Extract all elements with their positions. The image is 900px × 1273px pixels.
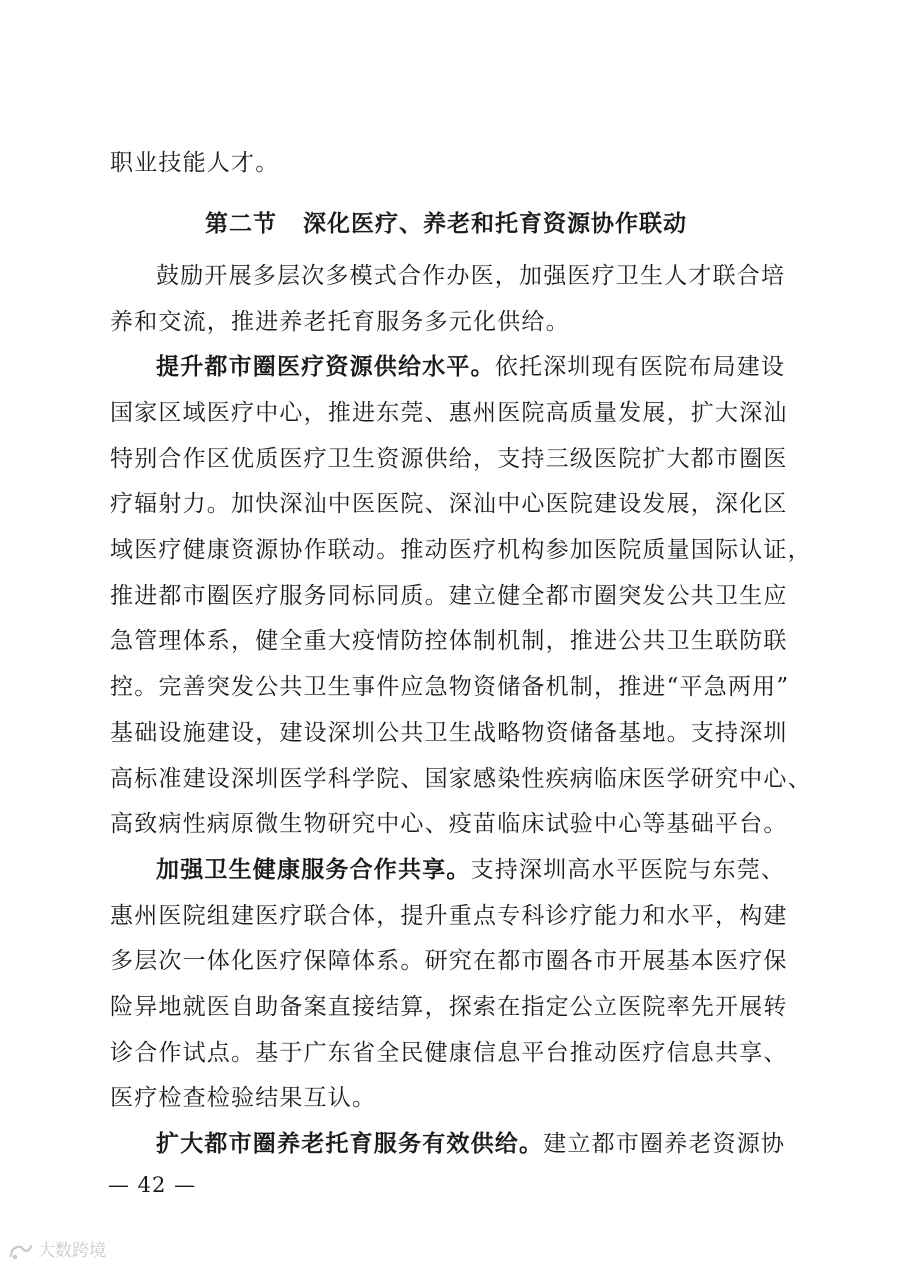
paragraph-first-line [156,856,785,884]
watermark-text: 大数跨境 [38,1241,106,1261]
paragraph-lead-bold: 提升都市圈医疗资源供给水平。 [156,354,495,380]
text-line: 职业技能人才。 [110,150,280,176]
paragraph-text: 依托深圳现有医院布局建设 [494,354,786,380]
page-number: — 42 — [108,1173,197,1197]
paragraph-lead-bold: 扩大都市圈养老托育服务有效供给。 [156,1131,544,1157]
text-line: 鼓励开展多层次多模式合作办医，加强医疗卫生人才联合培 [156,263,786,289]
section-title: 深化医疗、养老和托育资源协作联动 [303,211,687,237]
text-line: 疗辐射力。加快深汕中医医院、深汕中心医院建设发展，深化区 [110,491,788,517]
section-number: 第二节 [205,211,277,237]
text-line: 急管理体系，健全重大疫情防控体制机制，推进公共卫生联防联 [110,628,788,654]
paragraph-first-line [156,1130,785,1158]
text-line: 基础设施建设，建设深圳公共卫生战略物资储备基地。支持深圳 [110,720,788,746]
text-line: 诊合作试点。基于广东省全民健康信息平台推动医疗信息共享、 [110,1040,788,1066]
watermark-logo-icon [8,1240,34,1262]
paragraph-text: 支持深圳高水平医院与东莞、 [470,857,786,883]
text-line: 国家区域医疗中心，推进东莞、惠州医院高质量发展，扩大深汕 [110,400,788,426]
text-line: 惠州医院组建医疗联合体，提升重点专科诊疗能力和水平，构建 [110,903,788,929]
paragraph-text: 建立都市圈养老资源协 [543,1131,786,1157]
paragraph-first-line [156,353,785,381]
watermark [8,1240,106,1262]
paragraph-lead-bold: 加强卫生健康服务合作共享。 [156,857,471,883]
text-line: 推进都市圈医疗服务同标同质。建立健全都市圈突发公共卫生应 [110,583,788,609]
text-line: 高标准建设深圳医学科学院、国家感染性疾病临床医学研究中心、 [110,766,812,792]
text-line: 特别合作区优质医疗卫生资源供给，支持三级医院扩大都市圈医 [110,446,788,472]
text-line: 域医疗健康资源协作联动。推动医疗机构参加医院质量国际认证， [110,537,812,563]
text-line: 医疗检查检验结果互认。 [110,1085,377,1111]
section-heading [205,210,687,238]
text-line: 多层次一体化医疗保障体系。研究在都市圈各市开展基本医疗保 [110,948,788,974]
text-line: 控。完善突发公共卫生事件应急物资储备机制，推进“平急两用” [110,674,790,700]
text-line: 养和交流，推进养老托育服务多元化供给。 [110,309,570,335]
text-line: 险异地就医自助备案直接结算，探索在指定公立医院率先开展转 [110,994,788,1020]
text-line: 高致病性病原微生物研究中心、疫苗临床试验中心等基础平台。 [110,811,788,837]
